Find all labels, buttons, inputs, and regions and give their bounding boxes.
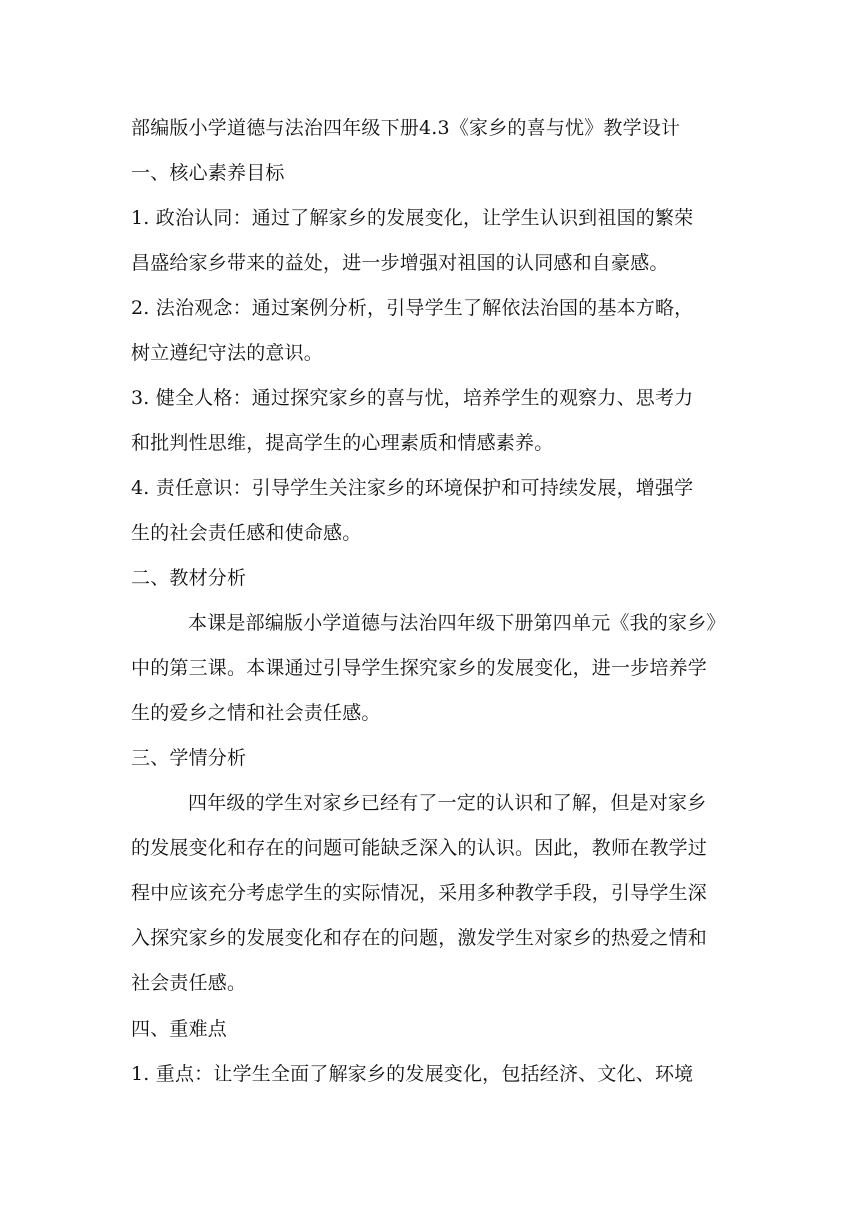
- section-heading-student-analysis: 三、学情分析: [131, 747, 247, 769]
- paragraph-line: 1. 重点：让学生全面了解家乡的发展变化，包括经济、文化、环境: [131, 1063, 694, 1085]
- section-heading-textbook-analysis: 二、教材分析: [131, 567, 247, 589]
- section-heading-core-goals: 一、核心素养目标: [131, 162, 285, 184]
- paragraph-line: 昌盛给家乡带来的益处，进一步增强对祖国的认同感和自豪感。: [131, 252, 669, 274]
- paragraph-line: 树立遵纪守法的意识。: [131, 342, 324, 364]
- paragraph-line: 4. 责任意识：引导学生关注家乡的环境保护和可持续发展，增强学: [131, 477, 694, 499]
- paragraph-line: 2. 法治观念：通过案例分析，引导学生了解依法治国的基本方略，: [131, 297, 694, 319]
- paragraph-line: 和批判性思维，提高学生的心理素质和情感素养。: [131, 432, 554, 454]
- paragraph-line: 入探究家乡的发展变化和存在的问题，激发学生对家乡的热爱之情和: [131, 927, 708, 949]
- document-title: 部编版小学道德与法治四年级下册4.3《家乡的喜与忧》教学设计: [131, 117, 681, 139]
- section-heading-key-points: 四、重难点: [131, 1018, 228, 1040]
- paragraph-line: 社会责任感。: [131, 972, 247, 994]
- paragraph-line: 四年级的学生对家乡已经有了一定的认识和了解，但是对家乡: [188, 792, 707, 814]
- paragraph-line: 3. 健全人格：通过探究家乡的喜与忧，培养学生的观察力、思考力: [131, 387, 694, 409]
- paragraph-line: 程中应该充分考虑学生的实际情况，采用多种教学手段，引导学生深: [131, 882, 708, 904]
- paragraph-line: 生的爱乡之情和社会责任感。: [131, 702, 381, 724]
- paragraph-line: 生的社会责任感和使命感。: [131, 522, 362, 544]
- paragraph-line: 1. 政治认同：通过了解家乡的发展变化，让学生认识到祖国的繁荣: [131, 207, 694, 229]
- paragraph-line: 中的第三课。本课通过引导学生探究家乡的发展变化，进一步培养学: [131, 657, 708, 679]
- paragraph-line: 本课是部编版小学道德与法治四年级下册第四单元《我的家乡》: [188, 612, 726, 634]
- paragraph-line: 的发展变化和存在的问题可能缺乏深入的认识。因此，教师在教学过: [131, 837, 708, 859]
